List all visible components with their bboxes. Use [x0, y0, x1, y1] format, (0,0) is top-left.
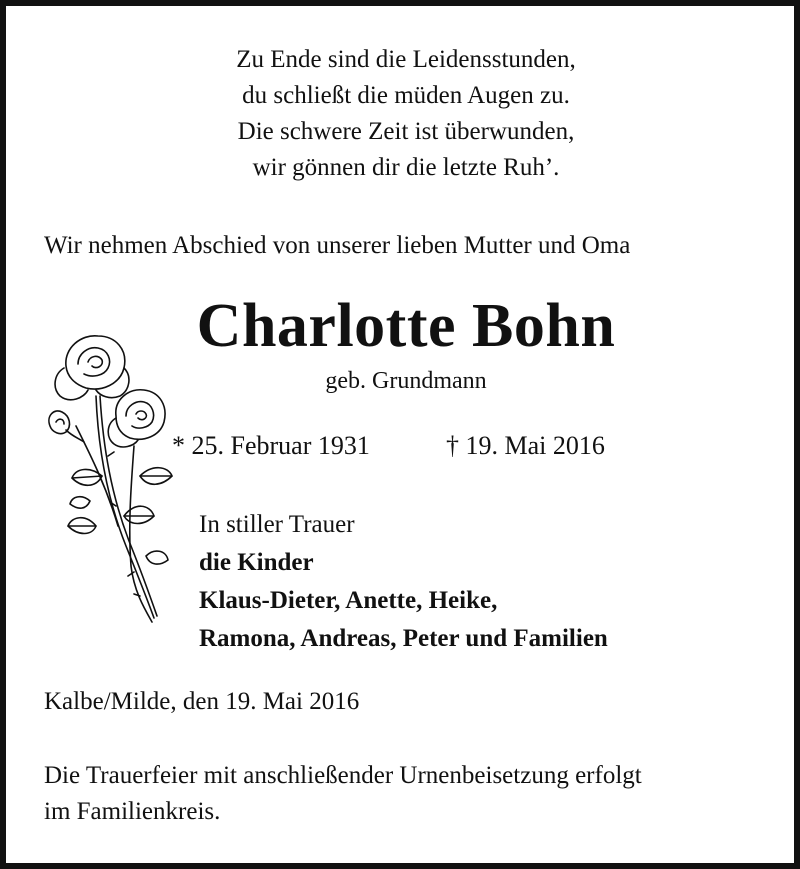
ceremony-line: Die Trauerfeier mit anschließender Urnenbeisetzung erfolgt [44, 762, 642, 789]
mourners-line: In stiller Trauer [199, 511, 355, 538]
poem-line: wir gönnen dir die letzte Ruh’. [252, 154, 560, 181]
mourners-line: Ramona, Andreas, Peter und Familien [199, 625, 608, 652]
poem-line: du schließt die müden Augen zu. [242, 82, 570, 109]
farewell-intro: Wir nehmen Abschied von unserer lieben Mutter und Oma [44, 232, 631, 259]
ceremony-note [44, 758, 642, 830]
place-date: Kalbe/Milde, den 19. Mai 2016 [44, 688, 360, 715]
rose-illustration [36, 326, 176, 626]
mourners-line: die Kinder [199, 549, 314, 576]
birth-date: * 25. Februar 1931 [172, 431, 370, 460]
death-date: † 19. Mai 2016 [446, 431, 605, 460]
poem [6, 42, 800, 186]
ceremony-line: im Familienkreis. [44, 798, 221, 825]
maiden-name: geb. Grundmann [325, 368, 487, 394]
mourners [199, 506, 608, 658]
poem-line: Zu Ende sind die Leidensstunden, [236, 46, 576, 73]
mourners-line: Klaus-Dieter, Anette, Heike, [199, 587, 498, 614]
poem-line: Die schwere Zeit ist überwunden, [237, 118, 575, 145]
deceased-name-text: Charlotte Bohn [196, 292, 616, 360]
